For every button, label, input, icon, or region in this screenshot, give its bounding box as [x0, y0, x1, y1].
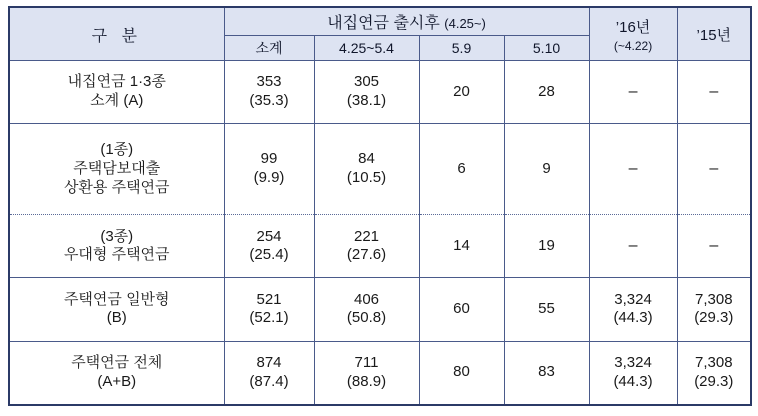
header-date-0510: 5.10 — [504, 36, 589, 61]
cell-period-0425-0504 — [314, 278, 419, 341]
cell-value: 3,324 — [614, 290, 652, 308]
header-year-2016-label: ’16년 — [615, 18, 651, 36]
cell-value: 19 — [538, 236, 555, 254]
cell-period-0425-0504 — [314, 215, 419, 278]
cell-year-2015: – — [677, 61, 751, 124]
cell-period-0425-0504 — [314, 124, 419, 215]
cell-year-2015 — [677, 341, 751, 405]
cell-date-0510 — [504, 215, 589, 278]
cell-value: 7,308 — [695, 290, 733, 308]
cell-value: 521 — [256, 290, 282, 308]
header-year-2015-label: ’15년 — [696, 26, 732, 44]
cell-year-2016 — [589, 278, 677, 341]
cell-year-2016: – — [589, 61, 677, 124]
table-row — [9, 61, 751, 124]
cell-value: 84 — [358, 150, 375, 168]
cell-value: 80 — [453, 363, 470, 381]
header-group-period: (4.25~) — [444, 16, 486, 31]
row-label-line2: 주택담보대출 — [73, 159, 161, 177]
row-label-cell — [9, 341, 224, 405]
header-row-top — [9, 7, 751, 36]
cell-subtotal — [224, 61, 314, 124]
cell-subtotal — [224, 215, 314, 278]
cell-value: 874 — [256, 354, 282, 372]
header-group-after-launch — [224, 7, 589, 36]
header-gubun — [9, 7, 224, 61]
cell-value: 254 — [256, 227, 282, 245]
cell-value: 55 — [538, 300, 555, 318]
cell-share: (50.8) — [346, 309, 387, 327]
pension-statistics-table — [8, 6, 752, 406]
cell-subtotal — [224, 341, 314, 405]
cell-value: 83 — [538, 363, 555, 381]
row-label-line2: 우대형 주택연금 — [63, 246, 170, 264]
cell-value: 221 — [353, 227, 380, 245]
cell-value: 60 — [453, 300, 470, 318]
cell-share: (9.9) — [253, 169, 285, 187]
cell-share: (35.3) — [249, 92, 289, 110]
cell-share: (25.4) — [249, 246, 289, 264]
table-row — [9, 124, 751, 215]
row-label-line2: (A+B) — [97, 372, 137, 390]
cell-share: (29.3) — [694, 309, 734, 327]
cell-date-0509 — [419, 341, 504, 405]
header-group-title: 내집연금 출시후 — [327, 15, 440, 32]
cell-value: 711 — [354, 354, 379, 372]
cell-share: (52.1) — [249, 309, 289, 327]
cell-value: 353 — [256, 73, 282, 91]
table-body — [9, 61, 751, 406]
cell-year-2015 — [677, 278, 751, 341]
row-label-line1: 주택연금 전체 — [71, 354, 163, 372]
table-row — [9, 278, 751, 341]
cell-date-0509 — [419, 278, 504, 341]
cell-value: 305 — [353, 73, 380, 91]
cell-subtotal — [224, 278, 314, 341]
row-label-line2: (B) — [106, 309, 127, 327]
cell-year-2015: – — [677, 124, 751, 215]
cell-year-2016: – — [589, 215, 677, 278]
table-row — [9, 341, 751, 405]
cell-share: (88.9) — [346, 372, 387, 390]
cell-date-0510 — [504, 124, 589, 215]
cell-year-2016: – — [589, 124, 677, 215]
row-label-line1: (1종) — [100, 141, 134, 159]
header-subtotal: 소계 — [224, 36, 314, 61]
cell-date-0509 — [419, 215, 504, 278]
cell-value: 14 — [453, 236, 470, 254]
cell-value: 28 — [538, 82, 555, 100]
cell-year-2016 — [589, 341, 677, 405]
header-year-2016 — [589, 7, 677, 61]
cell-year-2015: – — [677, 215, 751, 278]
row-label-line1: (3종) — [100, 227, 134, 245]
cell-share: (29.3) — [694, 372, 734, 390]
cell-value: 7,308 — [695, 354, 733, 372]
header-period-0425-0504: 4.25~5.4 — [314, 36, 419, 61]
row-label-line1: 주택연금 일반형 — [63, 290, 170, 308]
row-label-cell — [9, 124, 224, 215]
cell-value: 99 — [260, 150, 278, 168]
cell-share: (44.3) — [613, 309, 653, 327]
cell-share: (10.5) — [346, 169, 387, 187]
cell-share: (44.3) — [613, 372, 653, 390]
row-label-line3: 상환용 주택연금 — [63, 178, 170, 196]
table-row — [9, 215, 751, 278]
cell-date-0510 — [504, 341, 589, 405]
cell-value: 6 — [457, 159, 466, 177]
cell-value: 3,324 — [614, 354, 652, 372]
cell-value: 9 — [542, 159, 551, 177]
table-header — [9, 7, 751, 61]
cell-date-0510 — [504, 278, 589, 341]
row-label-line2: 소계 (A) — [90, 92, 144, 110]
cell-share: (38.1) — [346, 92, 387, 110]
cell-value: 20 — [453, 82, 470, 100]
cell-period-0425-0504 — [314, 61, 419, 124]
header-gubun-label: 구 분 — [91, 27, 142, 45]
row-label-line1: 내집연금 1·3종 — [67, 73, 166, 91]
cell-date-0509 — [419, 61, 504, 124]
row-label-cell — [9, 215, 224, 278]
cell-value: 406 — [353, 290, 380, 308]
cell-share: (87.4) — [249, 372, 289, 390]
cell-date-0510 — [504, 61, 589, 124]
row-label-cell — [9, 278, 224, 341]
cell-subtotal — [224, 124, 314, 215]
header-year-2015 — [677, 7, 751, 61]
cell-share: (27.6) — [346, 246, 387, 264]
header-date-0509: 5.9 — [419, 36, 504, 61]
row-label-cell — [9, 61, 224, 124]
cell-period-0425-0504 — [314, 341, 419, 405]
header-year-2016-sub: (~4.22) — [613, 38, 653, 53]
cell-date-0509 — [419, 124, 504, 215]
